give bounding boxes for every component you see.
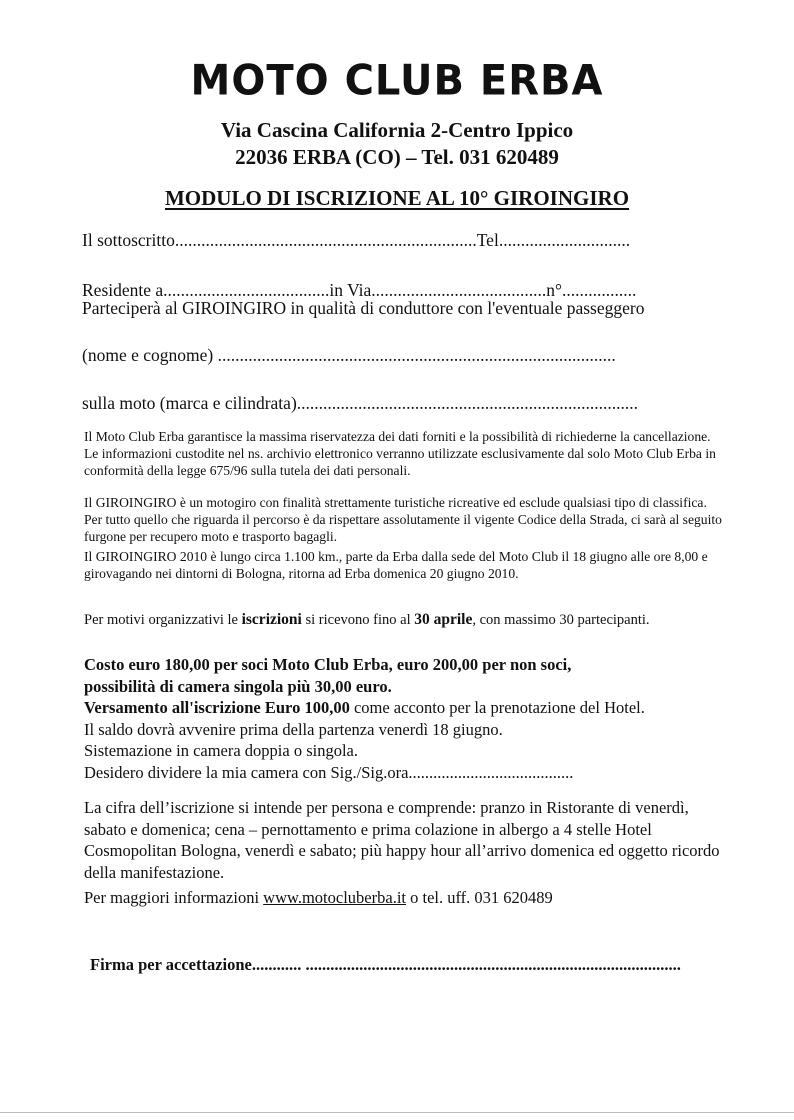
field-residente[interactable]: Residente a......................................in Via........................................n°................. bbox=[82, 280, 637, 300]
privacy-notice: Il Moto Club Erba garantisce la massima riservatezza dei dati forniti e la possibilità di richiederne la cancellazione. Le informazioni custodite nel ns. archivio elettronico verranno utilizzate esclusivamente dal solo Moto Club Erba in conformità della legge 675/96 sulla tutela dei dati personali. bbox=[84, 429, 716, 478]
description-paragraph-1: Il GIROINGIRO è un motogiro con finalità strettamente turistiche ricreative ed esclude qualsiasi tipo di classifica. Per tutto quello che riguarda il percorso è da rispettare assolutamente il vigente Codice della Strada, ci sarà al seguito furgone per recupero moto e trasporto bagagli. bbox=[84, 495, 722, 544]
field-nome-cognome[interactable]: (nome e cognome) ........................................................................................... bbox=[82, 345, 616, 365]
includes-paragraph: La cifra dell’iscrizione si intende per persona e comprende: pranzo in Ristorante di venerdì, sabato e domenica; cena – pernottamento e prima colazione in albergo a 4 stelle Hotel Cosmopolitan Bologna, venerdì e sabato; più happy hour all’arrivo domenica ed oggetto ricordo della manifestazione. bbox=[84, 798, 720, 882]
saldo-line: Il saldo dovrà avvenire prima della partenza venerdì 18 giugno. bbox=[84, 719, 503, 739]
info-line: Per maggiori informazioni www.motocluberba.it o tel. uff. 031 620489 bbox=[84, 888, 553, 907]
description-paragraph-2: Il GIROINGIRO 2010 è lungo circa 1.100 km., parte da Erba dalla sede del Moto Club il 18 giugno alle ore 8,00 e girovagando nei dintorni di Bologna, ritorna ad Erba domenica 20 giugno 2010. bbox=[84, 549, 708, 581]
costs-line-1: Costo euro 180,00 per soci Moto Club Erba, euro 200,00 per non soci, bbox=[84, 655, 572, 674]
partecipera-text: Parteciperà al GIROINGIRO in qualità di conduttore con l'eventuale passeggero bbox=[82, 298, 645, 318]
address-line-1: Via Cascina California 2-Centro Ippico bbox=[220, 118, 574, 142]
club-title: MOTO CLUB ERBA bbox=[190, 56, 604, 106]
sistemazione-line: Sistemazione in camera doppia o singola. bbox=[84, 741, 359, 760]
field-dividere-camera[interactable]: Desidero dividere la mia camera con Sig./Sig.ora........................................ bbox=[84, 762, 574, 782]
form-title: MODULO DI ISCRIZIONE AL 10° GIROINGIRO bbox=[164, 186, 630, 210]
website-link[interactable]: www.motocluberba.it bbox=[263, 888, 406, 907]
costs-line-2: possibilità di camera singola più 30,00 euro. bbox=[84, 676, 392, 696]
signature-field[interactable]: Firma per accettazione............ ........................................................................................... bbox=[90, 955, 681, 974]
deadline-text: Per motivi organizzativi le iscrizioni si ricevono fino al 30 aprile, con massimo 30 partecipanti. bbox=[84, 611, 650, 628]
costs-block bbox=[84, 654, 744, 783]
field-sottoscritto[interactable]: Il sottoscritto.....................................................................Tel.............................. bbox=[82, 230, 631, 250]
versamento-line: Versamento all'iscrizione Euro 100,00 come acconto per la prenotazione del Hotel. bbox=[84, 698, 645, 717]
scan-edge-line bbox=[0, 1112, 794, 1113]
field-moto[interactable]: sulla moto (marca e cilindrata).............................................................................. bbox=[82, 393, 639, 413]
address-line-2: 22036 ERBA (CO) – Tel. 031 620489 bbox=[235, 145, 559, 169]
